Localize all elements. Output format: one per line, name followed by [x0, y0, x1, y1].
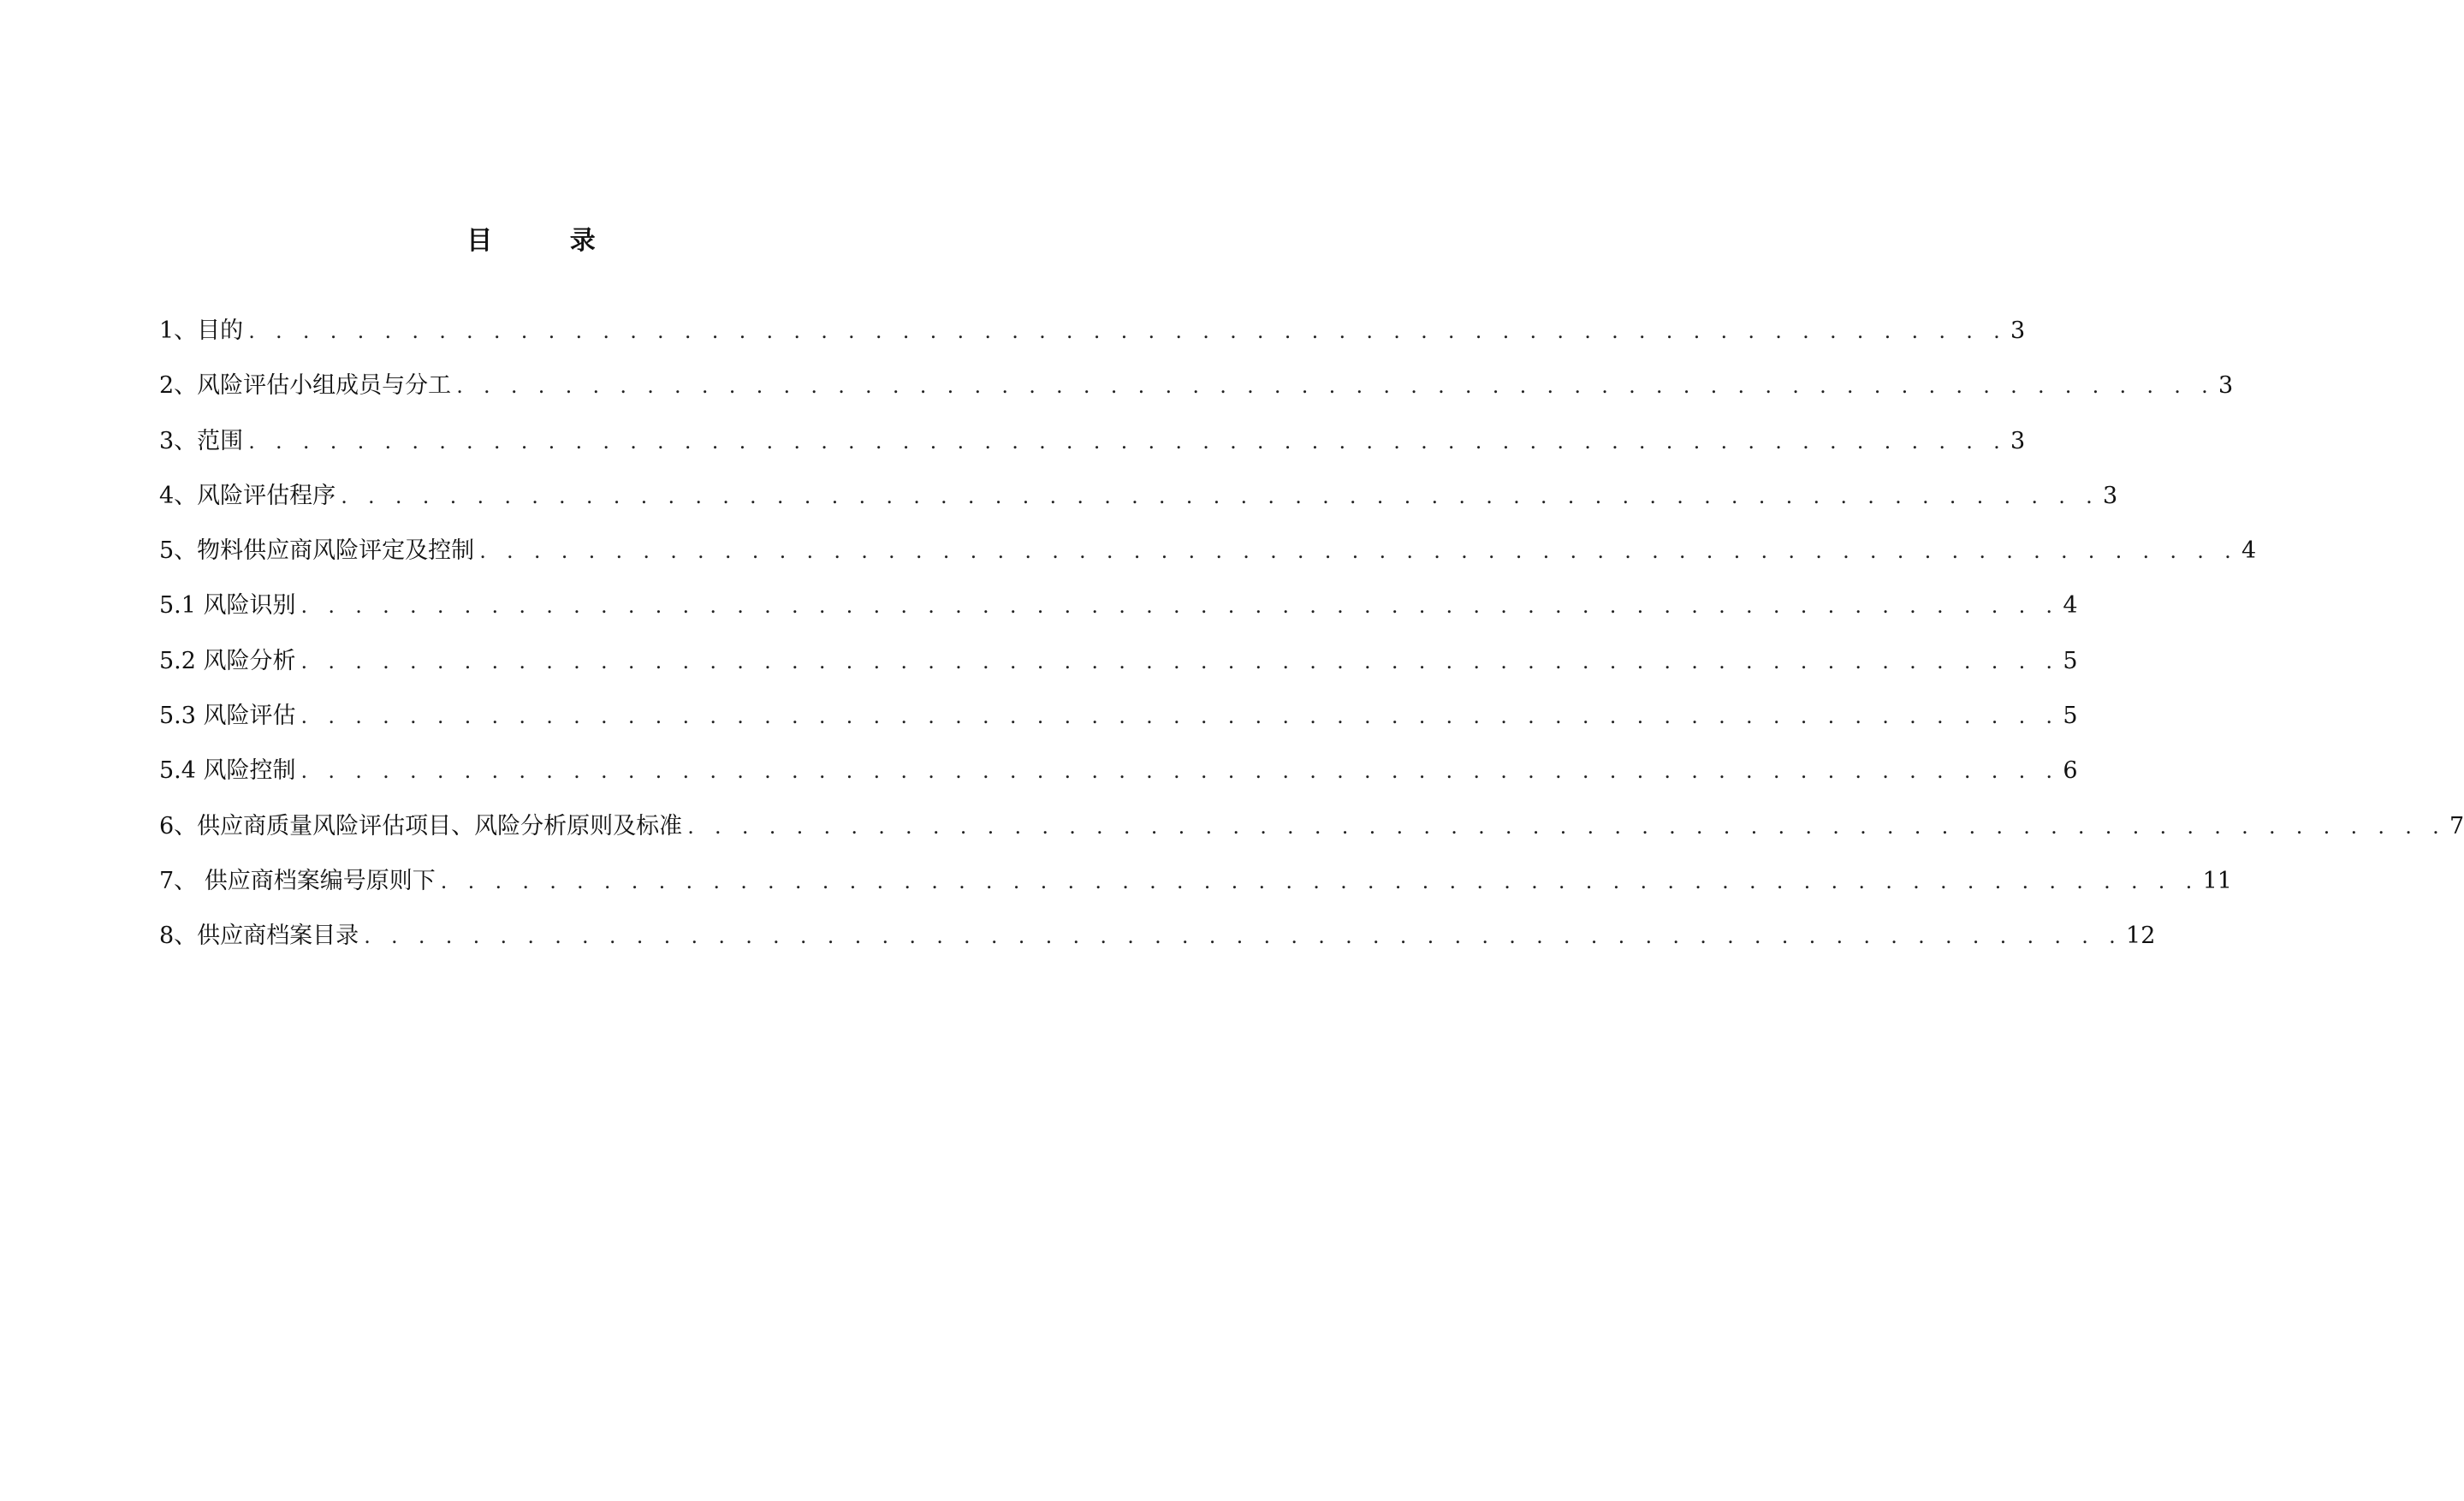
- toc-entry[interactable]: [159, 314, 2026, 369]
- toc-entry-page: 5: [2063, 703, 2078, 730]
- toc-entry-label: 7、 供应商档案编号原则下: [159, 867, 436, 894]
- toc-entry-page: 12: [2126, 923, 2156, 950]
- toc-entry-page: 3: [2010, 317, 2026, 344]
- toc-entry-label: 4、风险评估程序: [159, 482, 336, 509]
- toc-leader-dots: . . . . . . . . . . . . . . . . . . . . . . . . . . . . . . . . . . . . . . . . . . . . . . . . . . . . . . . . . . . . . . . . .: [364, 924, 2123, 949]
- toc-entry[interactable]: [159, 919, 2156, 974]
- toc-leader-dots: . . . . . . . . . . . . . . . . . . . . . . . . . . . . . . . . . . . . . . . . . . . . . . . . . . . . . . . . . . . . . . . . .: [300, 649, 2060, 673]
- toc-entry[interactable]: [159, 424, 2026, 479]
- toc-entry-label: 6、供应商质量风险评估项目、风险分析原则及标准: [159, 812, 683, 839]
- toc-entry-label: 5.3 风险评估: [159, 703, 296, 730]
- toc-entry[interactable]: [159, 699, 2078, 754]
- toc-entry-page: 3: [2103, 482, 2118, 509]
- toc-entry-page: 3: [2218, 372, 2234, 400]
- toc-entry[interactable]: [159, 644, 2078, 699]
- toc-entry-page: 11: [2202, 867, 2232, 894]
- toc-leader-dots: . . . . . . . . . . . . . . . . . . . . . . . . . . . . . . . . . . . . . . . . . . . . . . . . . . . . . . . . . . . . . . . . .: [687, 814, 2447, 839]
- toc-entry-page: 4: [2241, 537, 2257, 565]
- toc-leader-dots: . . . . . . . . . . . . . . . . . . . . . . . . . . . . . . . . . . . . . . . . . . . . . . . . . . . . . . . . . . . . . . . . .: [300, 704, 2060, 729]
- page-title: 目 录: [466, 226, 630, 256]
- toc-entry[interactable]: [159, 369, 2234, 424]
- toc-entry[interactable]: [159, 754, 2078, 809]
- toc-entry[interactable]: [159, 534, 2257, 589]
- toc-entry-label: 5、物料供应商风险评定及控制: [159, 537, 475, 565]
- toc-entry-label: 2、风险评估小组成员与分工: [159, 372, 452, 400]
- toc-entry-label: 5.1 风险识别: [159, 592, 296, 620]
- toc-entry[interactable]: [159, 589, 2078, 644]
- toc-leader-dots: . . . . . . . . . . . . . . . . . . . . . . . . . . . . . . . . . . . . . . . . . . . . . . . . . . . . . . . . . . . . . . . . .: [248, 429, 2008, 454]
- toc-entry-page: 4: [2063, 592, 2078, 620]
- toc-leader-dots: . . . . . . . . . . . . . . . . . . . . . . . . . . . . . . . . . . . . . . . . . . . . . . . . . . . . . . . . . . . . . . . . .: [300, 759, 2060, 784]
- toc-entry-page: 3: [2010, 427, 2026, 454]
- toc-leader-dots: . . . . . . . . . . . . . . . . . . . . . . . . . . . . . . . . . . . . . . . . . . . . . . . . . . . . . . . . . . . . . . . . .: [300, 594, 2060, 619]
- toc-entry-label: 8、供应商档案目录: [159, 923, 359, 950]
- toc-entry-page: 6: [2063, 757, 2078, 785]
- toc-entry[interactable]: [159, 479, 2118, 534]
- toc-entry-label: 1、目的: [159, 317, 244, 344]
- toc-entry-label: 3、范围: [159, 427, 244, 454]
- toc-entry-label: 5.4 风险控制: [159, 757, 296, 785]
- toc-leader-dots: . . . . . . . . . . . . . . . . . . . . . . . . . . . . . . . . . . . . . . . . . . . . . . . . . . . . . . . . . . . . . . . . .: [248, 319, 2008, 343]
- toc-entry-page: 7: [2449, 812, 2464, 839]
- toc-entry[interactable]: [159, 810, 2464, 864]
- toc-leader-dots: . . . . . . . . . . . . . . . . . . . . . . . . . . . . . . . . . . . . . . . . . . . . . . . . . . . . . . . . . . . . . . . . .: [341, 484, 2100, 508]
- toc-leader-dots: . . . . . . . . . . . . . . . . . . . . . . . . . . . . . . . . . . . . . . . . . . . . . . . . . . . . . . . . . . . . . . . . .: [456, 374, 2216, 399]
- toc-leader-dots: . . . . . . . . . . . . . . . . . . . . . . . . . . . . . . . . . . . . . . . . . . . . . . . . . . . . . . . . . . . . . . . . .: [440, 869, 2200, 893]
- toc-leader-dots: . . . . . . . . . . . . . . . . . . . . . . . . . . . . . . . . . . . . . . . . . . . . . . . . . . . . . . . . . . . . . . . . .: [479, 539, 2239, 564]
- table-of-contents: [159, 314, 2464, 975]
- toc-entry-label: 5.2 风险分析: [159, 647, 296, 674]
- toc-entry-page: 5: [2063, 647, 2078, 674]
- toc-entry[interactable]: [159, 864, 2232, 919]
